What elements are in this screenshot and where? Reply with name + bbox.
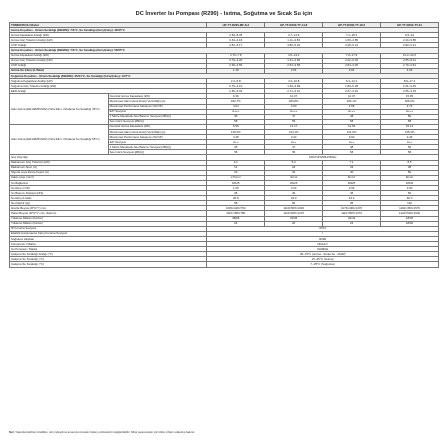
- value-cell: 20.8: [207, 196, 265, 201]
- value-cell: IPX4: [207, 226, 439, 231]
- value-cell: 2.54~3.58: [265, 63, 323, 68]
- value-cell: 3.60: [381, 186, 439, 191]
- value-cell: 50: [381, 145, 439, 150]
- value-cell: 184.1%: [323, 99, 381, 104]
- value-cell: 15.95: [381, 94, 439, 99]
- page-title: DC İnverter Isı Pompası (R290) - Isıtma, Soğutma ve Sıcak Su için: [135, 11, 313, 17]
- value-cell: 3.44: [265, 135, 323, 140]
- value-cell: 0.79~2.10: [207, 84, 265, 89]
- value-cell: A+++: [381, 109, 439, 114]
- row-label: Güç Kaynağı: [10, 155, 207, 160]
- value-cell: 5.2: [265, 160, 323, 165]
- spec-table-body: [10, 23, 439, 268]
- value-cell: 58: [207, 201, 265, 206]
- value-cell: 1076×490×1376: [323, 206, 381, 211]
- row-label: Su Bağlantısı: [10, 180, 207, 185]
- value-cell: 50: [381, 114, 439, 119]
- value-cell: 2.22~6.32: [323, 58, 381, 63]
- value-cell: A+++: [323, 109, 381, 114]
- value-cell: 58: [381, 150, 439, 155]
- value-cell: 22/94: [265, 216, 323, 221]
- row-label: COP Aralığı: [10, 63, 207, 68]
- value-cell: 12.63: [323, 124, 381, 129]
- value-cell: 20: [265, 221, 323, 226]
- model-header-label: TOMMATECH Model: [10, 23, 207, 28]
- value-cell: 2.5mm²: [207, 175, 265, 180]
- value-cell: 84: [265, 201, 323, 206]
- row-label: Nominal Isıtma Kapasitesi (kW): [108, 124, 207, 129]
- row-label: Elektrik Çarpmasına Karşı Koruma Seviyesi: [10, 231, 207, 236]
- value-cell: 35: [207, 191, 265, 196]
- value-cell: 2.67~3.10: [323, 89, 381, 94]
- model-header: HP-TT-R290-TT-18.2: [323, 23, 381, 28]
- value-cell: 2.70~7.8: [207, 53, 265, 58]
- footnote-label: Not:: [9, 431, 15, 434]
- value-cell: DN25: [207, 180, 265, 185]
- row-label: Isıtma Güç Tüketimi Aralığı (kW): [10, 58, 207, 63]
- row-label: Çalışma Su Sıcaklığı Aralığı (°C): [10, 252, 207, 257]
- row-label: Yükleme Miktarı (Karton): [10, 221, 207, 226]
- row-label: ErP Seviyesi: [108, 140, 207, 145]
- value-cell: 25~75°C (Isıtma - Sıcak Su - DHW): [207, 252, 439, 257]
- row-label: Soğutucu Akışkan: [10, 236, 207, 241]
- value-cell: 0.64~2.18: [207, 38, 265, 43]
- value-cell: 47: [265, 114, 323, 119]
- value-cell: 1.80~5.28: [323, 84, 381, 89]
- row-label: Su Pompası / Marka: [10, 247, 207, 252]
- value-cell: 4.06: [381, 68, 439, 73]
- value-cell: 1.18: [207, 68, 265, 73]
- row-label: Çalışma Su Sıcaklığı (°C): [10, 262, 207, 267]
- value-cell: 14: [207, 165, 265, 170]
- row-label: Isıtma Güç Tüketimi Aralığı (kW): [10, 38, 207, 43]
- row-label: Kablo Çapı (mm²): [10, 175, 207, 180]
- value-cell: 2.70~3.61: [381, 63, 439, 68]
- row-label: EER Aralığı: [10, 89, 207, 94]
- value-cell: 186.0%: [381, 99, 439, 104]
- row-label: Maksimum Akım (A): [10, 165, 207, 170]
- value-cell: 3.45~5.21: [323, 43, 381, 48]
- condition-label: Isıtma Koşulları - Ortam Sıcaklığı (DB/WB): 7/6°C, Su Sıcaklığı (Giriş/Çıkış): 30/35°C: [10, 28, 439, 33]
- value-cell: 45: [207, 114, 265, 119]
- value-cell: 4mm²: [265, 175, 323, 180]
- value-cell: 44.2: [323, 196, 381, 201]
- value-cell: 58: [323, 150, 381, 155]
- value-cell: 24: [265, 165, 323, 170]
- value-cell: 15~35°C (Isıtma): [207, 257, 439, 262]
- value-cell: 60.0: [381, 196, 439, 201]
- value-cell: 8.5: [381, 160, 439, 165]
- value-cell: 4.3~10.8: [265, 79, 323, 84]
- value-cell: 1110×455×780: [207, 211, 265, 216]
- row-label: Nominal Isıtma Kapasitesi (kW): [108, 94, 207, 99]
- row-label: Mevsimsel Performans Katsayısı (SCOP): [108, 135, 207, 140]
- value-cell: 2.54~3.45: [323, 63, 381, 68]
- value-cell: 1.25: [207, 186, 265, 191]
- row-label: Ses Gücü Seviyesi [dB(A)]: [108, 119, 207, 124]
- value-cell: 58: [207, 150, 265, 155]
- model-header: HP-TT-R290-TT-14.8: [265, 23, 323, 28]
- value-cell: 6mm²: [323, 175, 381, 180]
- value-cell: 3.60: [323, 135, 381, 140]
- value-cell: 0.79~2.20: [207, 58, 265, 63]
- value-cell: 1110×505×1370: [323, 211, 381, 216]
- row-label: Isıtma Kapasitesi Aralığı (kW): [10, 33, 207, 38]
- value-cell: 1.39~3.99: [265, 84, 323, 89]
- value-cell: 4.68: [323, 104, 381, 109]
- value-cell: 134.1%: [265, 129, 323, 134]
- row-label: Maksimum Güç Tüketimi (kW): [10, 160, 207, 165]
- row-label: Mevsimsel Alan Isıtma Enerji Verimliliği (ηs): [108, 99, 207, 104]
- value-cell: 4.64: [207, 104, 265, 109]
- value-cell: 58: [381, 119, 439, 124]
- value-cell: 40: [265, 191, 323, 196]
- condition-label: Isıtma Koşulları - Ortam Sıcaklığı (DB/WB): 7/6°C, Su Sıcaklığı (Giriş/Çıkış): 50/55°C: [10, 48, 439, 53]
- value-cell: 2.65~3.04: [207, 89, 265, 94]
- value-cell: 33: [323, 165, 381, 170]
- value-cell: 10.2~22.6: [381, 53, 439, 58]
- value-cell: 50: [381, 191, 439, 196]
- value-cell: 2.20~5.85: [381, 38, 439, 43]
- value-cell: 12.17: [265, 124, 323, 129]
- row-label: Su Akışı (L/dak): [10, 196, 207, 201]
- value-cell: DN25: [323, 180, 381, 185]
- value-cell: 180.8%: [265, 99, 323, 104]
- value-cell: 1110×505×1070: [265, 211, 323, 216]
- spec-table: [9, 22, 439, 268]
- row-label: Isıtma Su Çıkışı (L/Saat): [10, 68, 207, 73]
- row-label: 1 Metre Mesafede Ses Basıncı Seviyesi [dB(A)]: [108, 145, 207, 150]
- value-cell: 3.90~5.21: [381, 43, 439, 48]
- value-cell: 3.46: [381, 135, 439, 140]
- row-label: Sigorta veya Devre Kesici (A): [10, 170, 207, 175]
- row-label: Kompresör / Marka: [10, 242, 207, 247]
- value-cell: 1.11~3.83: [265, 38, 323, 43]
- value-cell: 2.60~8.35: [207, 33, 265, 38]
- value-cell: A+++: [265, 109, 323, 114]
- value-cell: HIGHLY: [207, 242, 439, 247]
- value-cell: 47: [265, 145, 323, 150]
- value-cell: A++: [323, 140, 381, 145]
- row-label: Ses Gücü Seviyesi [dB(A)]: [108, 150, 207, 155]
- value-cell: 22/44: [323, 216, 381, 221]
- value-cell: 182.7%: [207, 99, 265, 104]
- value-cell: 1220×500×1620: [381, 211, 439, 216]
- value-cell: 5.4~14.1: [323, 79, 381, 84]
- value-cell: 5.99: [207, 124, 265, 129]
- value-cell: 1.31~4.60: [265, 58, 323, 63]
- value-cell: 7~35°C (Soğutma): [207, 262, 439, 267]
- value-cell: 58: [207, 119, 265, 124]
- value-cell: DN32: [381, 180, 439, 185]
- row-label: Gövde Boyutu (D*G*Y) mm: [10, 206, 207, 211]
- value-cell: 18/40: [381, 221, 439, 226]
- erp-group-label: Alan Isıtma (EN14825/2022) (Orta İklim, Ortalama Su Sıcaklığı 55°C): [10, 124, 109, 155]
- row-label: IP Koruma Seviyesi: [10, 226, 207, 231]
- value-cell: 56: [265, 150, 323, 155]
- value-cell: R290: [207, 236, 439, 241]
- row-label: Isıtma Kapasitesi Aralığı (kW): [10, 53, 207, 58]
- value-cell: 50: [381, 170, 439, 175]
- value-cell: 2.4~5.8: [207, 79, 265, 84]
- value-cell: 3.48: [207, 135, 265, 140]
- value-cell: 135.4%: [381, 129, 439, 134]
- value-cell: 32: [265, 170, 323, 175]
- value-cell: 7.8~17.9: [323, 53, 381, 58]
- value-cell: 120: [381, 201, 439, 206]
- condition-label: Soğutma Koşulları - Ortam Sıcaklığı (DB/WB): 35/24°C, Su Sıcaklığı (Giriş/Çıkış): 12/7°C: [10, 73, 439, 78]
- value-cell: 4.60: [265, 104, 323, 109]
- value-cell: 48/96: [207, 216, 265, 221]
- value-cell: 2.65~8.21: [381, 58, 439, 63]
- value-cell: 40: [323, 170, 381, 175]
- row-label: Mevsimsel Alan Isıtma Enerji Verimliliği (ηs): [108, 129, 207, 134]
- row-label: ErP Seviyesi: [108, 109, 207, 114]
- value-cell: 45: [207, 145, 265, 150]
- value-cell: 3.1: [207, 160, 265, 165]
- value-cell: 48: [323, 114, 381, 119]
- value-cell: 45: [323, 191, 381, 196]
- value-cell: A++: [265, 140, 323, 145]
- row-label: COP Aralığı: [10, 43, 207, 48]
- value-cell: 2.65: [323, 186, 381, 191]
- value-cell: 2.21~6.49: [381, 84, 439, 89]
- model-header: HP-TT-R290-MF-8.3: [207, 23, 265, 28]
- value-cell: 9.6~24: [381, 33, 439, 38]
- value-cell: 6.36: [207, 94, 265, 99]
- value-cell: 24: [207, 221, 265, 226]
- value-cell: 4.5~13.2: [265, 53, 323, 58]
- value-cell: 7.2~18.2: [323, 33, 381, 38]
- value-cell: 1162×450×1576: [381, 206, 439, 211]
- value-cell: 3.86~5.22: [265, 43, 323, 48]
- value-cell: 95: [323, 201, 381, 206]
- row-label: Net Ağırlık (kg): [10, 201, 207, 206]
- row-label: Su Basıncı Düşüşü (kPa): [10, 191, 207, 196]
- value-cell: 2.51: [265, 68, 323, 73]
- value-cell: 12.37: [323, 94, 381, 99]
- value-cell: 58: [323, 119, 381, 124]
- value-cell: 3.7~14.8: [265, 33, 323, 38]
- value-cell: 34.0: [265, 196, 323, 201]
- value-cell: 2.93~3.55: [207, 63, 265, 68]
- table-row: [10, 262, 439, 267]
- row-label: Yükleme Miktarı (Karton): [10, 216, 207, 221]
- row-label: Çalışma Su Sıcaklığı (°C): [10, 257, 207, 262]
- value-cell: 20: [207, 170, 265, 175]
- value-cell: 230V/1Ph/50Hz/60Hz: [207, 155, 439, 160]
- value-cell: 1110×505×1030: [265, 206, 323, 211]
- row-label: Su Akışı (m³/h): [10, 186, 207, 191]
- value-cell: 141.0%: [323, 129, 381, 134]
- model-header: HP-TT-R290-TT-24: [381, 23, 439, 28]
- value-cell: 2.71~3.10: [265, 89, 323, 94]
- footnote-text: Yukarıda belirtilen özellikler, ürün iyileştirme amacıyla önceden haber verilmeksizin değiştirilebilir. Nihai parametreler için lütfen cihazın etiketine bakınız.: [15, 431, 196, 434]
- value-cell: 136.0%: [207, 129, 265, 134]
- value-cell: 38: [381, 165, 439, 170]
- erp-group-label: Alan Isıtma (EN14825/2022) (Orta İklim, Ortalama Su Sıcaklığı 35°C): [10, 94, 109, 125]
- value-cell: 4.73: [381, 104, 439, 109]
- value-cell: 48: [323, 145, 381, 150]
- value-cell: 8.9~17.2: [381, 79, 439, 84]
- value-cell: 6mm²: [381, 175, 439, 180]
- row-label: 1 Metre Mesafede Ses Basıncı Seviyesi [dB(A)]: [108, 114, 207, 119]
- value-cell: SHIMGE: [207, 247, 439, 252]
- value-cell: 3.81~5.17: [207, 43, 265, 48]
- row-label: Soğutma Güç Tüketimi Aralığı (kW): [10, 84, 207, 89]
- value-cell: 22: [323, 221, 381, 226]
- value-cell: 7.1: [323, 160, 381, 165]
- row-label: Paket Boyutu (D*G*Y) mm (Karton): [10, 211, 207, 216]
- row-label: Mevsimsel Performans Katsayısı (SCOP): [108, 104, 207, 109]
- value-cell: 3.04: [323, 68, 381, 73]
- value-cell: 1084×420×754: [207, 206, 265, 211]
- value-cell: DN25: [265, 180, 323, 185]
- value-cell: I: [207, 231, 439, 236]
- value-cell: 1.66~4.85: [323, 38, 381, 43]
- footnote: [9, 431, 439, 434]
- row-label: Soğutma Kapasitesi Aralığı (kW): [10, 79, 207, 84]
- value-cell: 15.14: [381, 124, 439, 129]
- value-cell: A++: [207, 140, 265, 145]
- value-cell: 18/40: [381, 216, 439, 221]
- value-cell: 2.65~3.15: [381, 89, 439, 94]
- value-cell: A+++: [207, 109, 265, 114]
- spec-table-container: [9, 22, 439, 268]
- value-cell: 2.04: [265, 186, 323, 191]
- value-cell: 56: [265, 119, 323, 124]
- value-cell: A++: [381, 140, 439, 145]
- value-cell: 10.27: [265, 94, 323, 99]
